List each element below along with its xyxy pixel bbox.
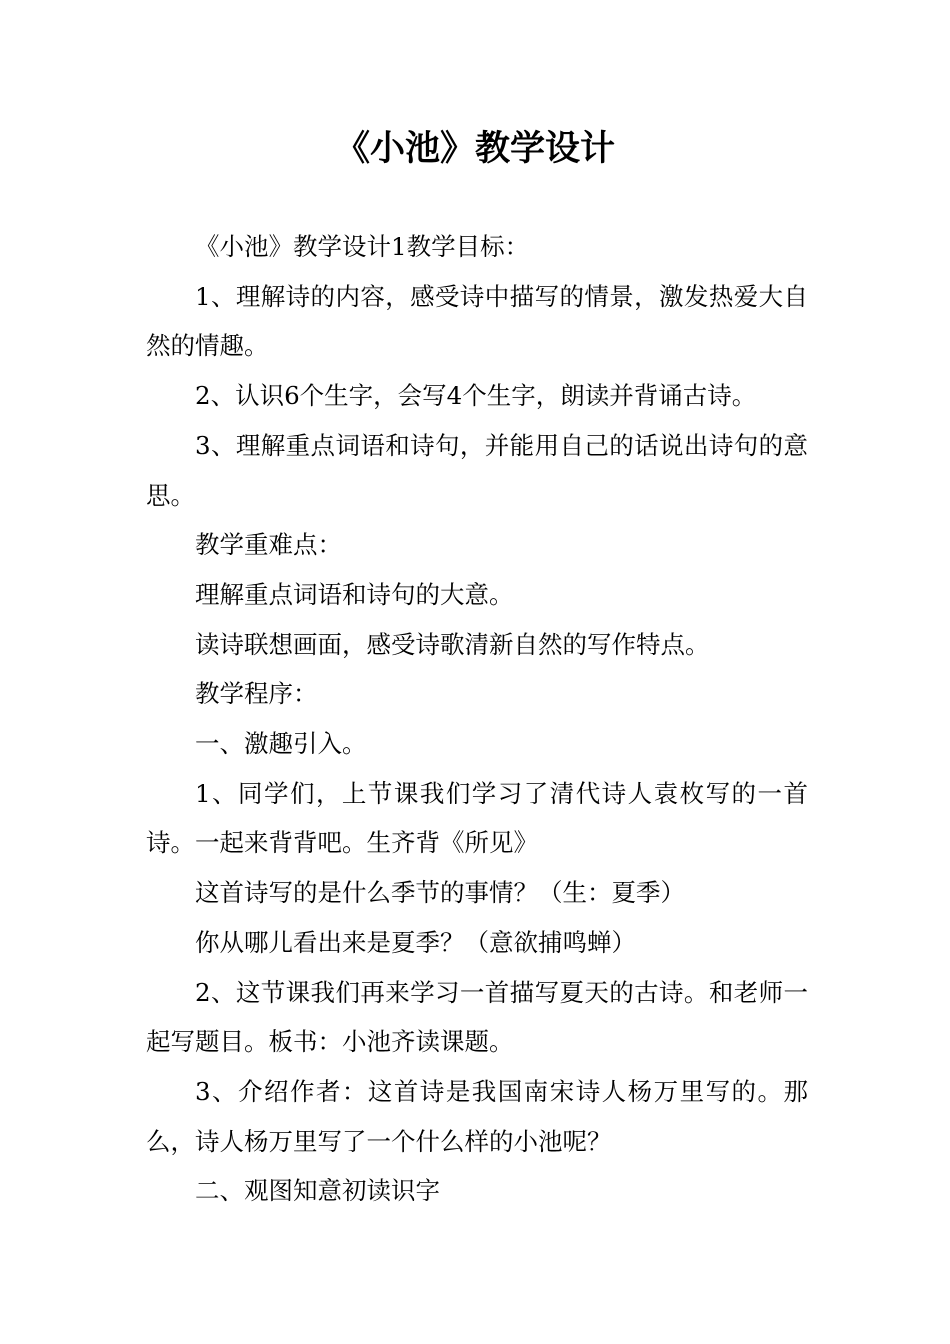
document-title: 《小池》教学设计: [334, 129, 615, 169]
paragraph-section-1-step-3: 3、介绍作者：这首诗是我国南宋诗人杨万里写的。那么，诗人杨万里写了一个什么样的小池呢？: [146, 1076, 808, 1156]
paragraph-objective-3: 3、理解重点词语和诗句，并能用自己的话说出诗句的意思。: [146, 430, 808, 510]
paragraph-key-point-1: 理解重点词语和诗句的大意。: [195, 579, 514, 609]
paragraph-question-evidence: 你从哪儿看出来是夏季？（意欲捕鸣蝉）: [195, 927, 636, 957]
paragraph-objectives-heading: 《小池》教学设计1教学目标：: [195, 232, 530, 261]
paragraph-key-points-heading: 教学重难点：: [195, 530, 342, 560]
document-body: [146, 222, 808, 1216]
paragraph-objective-1: 1、理解诗的内容，感受诗中描写的情景，激发热爱大自然的情趣。: [146, 281, 808, 361]
paragraph-objective-2: 2、认识6个生字，会写4个生字，朗读并背诵古诗。: [195, 381, 757, 411]
paragraph-section-1-step-2: 2、这节课我们再来学习一首描写夏天的古诗。和老师一起写题目。板书：小池齐读课题。: [146, 977, 808, 1057]
paragraph-question-season: 这首诗写的是什么季节的事情？（生：夏季）: [195, 878, 685, 908]
paragraph-section-2-heading: 二、观图知意初读识字: [195, 1176, 440, 1206]
paragraph-section-1-step-1: 1、同学们，上节课我们学习了清代诗人袁枚写的一首诗。一起来背背吧。生齐背《所见》: [146, 778, 808, 858]
paragraph-key-point-2: 读诗联想画面，感受诗歌清新自然的写作特点。: [195, 629, 710, 659]
paragraph-section-1-heading: 一、激趣引入。: [195, 729, 367, 759]
paragraph-procedure-heading: 教学程序：: [195, 679, 318, 709]
